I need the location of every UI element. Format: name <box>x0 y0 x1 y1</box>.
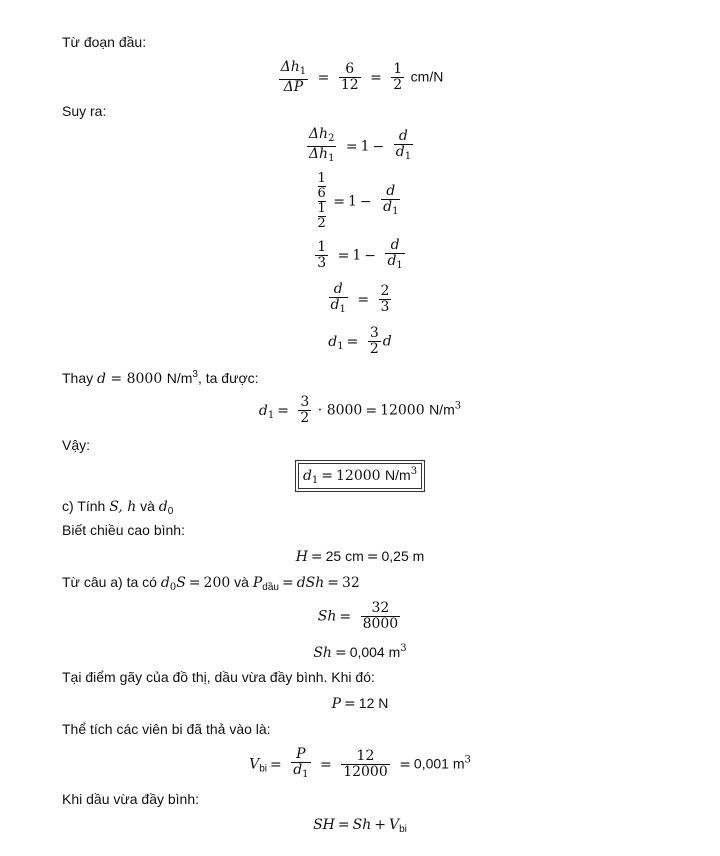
equation-sh-fraction: Sh = $\frac{32}{8000}$ <box>317 600 399 632</box>
text-c-tinh: c) Tính S, h và $d_0$ <box>62 498 174 517</box>
equation-dh1-dp: $\frac{\Delta h_1}{\Delta P}$ = $\frac{6}{12}$ = $\frac{1}{2}$ cm/N <box>280 59 444 95</box>
equation-compound-fraction: 1 6 1 2 = 1 − $\frac{d}{d_1}$ <box>317 171 399 231</box>
equation-d1-12000: $d_1$ = $\frac{3}{2}$ · 8000 = 12000 $N/m^3$ <box>258 394 462 426</box>
text-suy-ra: Suy ra: <box>62 103 107 119</box>
text-thay: Thay d = 8000 $N/m^3$, ta được: <box>62 369 259 387</box>
equation-d-over-d1: $\frac{d}{d_1}$ = $\frac{2}{3}$ <box>330 281 390 315</box>
equation-boxed-result: $d_1 = 12000$ $N/m^3$ <box>0 463 720 489</box>
equation-sh-total: SH = $Sh + V_{bi}$ <box>313 817 407 835</box>
equation-sh-value: Sh = 0,004 $m^3$ <box>313 643 407 661</box>
equation-v-bi: $V_{bi}$ = $\frac{P}{d_1}$ = $\frac{12}{12000}$ = 0,001 $m^3$ <box>249 746 471 780</box>
equation-dh2-dh1: $\frac{\Delta h_2}{\Delta h_1}$ = 1 − $\frac{d}{d_1}$ <box>308 126 412 164</box>
text-the-tich: Thể tích các viên bi đã thả vào là: <box>62 721 271 737</box>
equation-p-12n: P = 12 N <box>331 695 389 712</box>
text-tu-doan-dau: Từ đoạn đầu: <box>62 34 147 50</box>
text-tu-cau-a: Từ câu a) ta có $d_0S = 200$ và $P_{dầu}$ = dSh = 32 <box>62 574 360 593</box>
text-biet-chieu-cao: Biết chiều cao bình: <box>62 522 185 538</box>
text-vay: Vậy: <box>62 437 91 453</box>
equation-d1-three-halves: $d_1$ = $\frac{3}{2}$ d <box>328 325 392 357</box>
equation-height: H = 25 cm = 0,25 m <box>295 548 425 565</box>
text-tai-diem-gay: Tại điểm gãy của đồ thị, dầu vừa đầy bình. Khi đó: <box>62 669 375 685</box>
equation-one-third: $\frac{1}{3}$ = 1 − $\frac{d}{d_1}$ <box>317 237 403 271</box>
text-khi-dau: Khi dầu vừa đầy bình: <box>62 791 200 807</box>
